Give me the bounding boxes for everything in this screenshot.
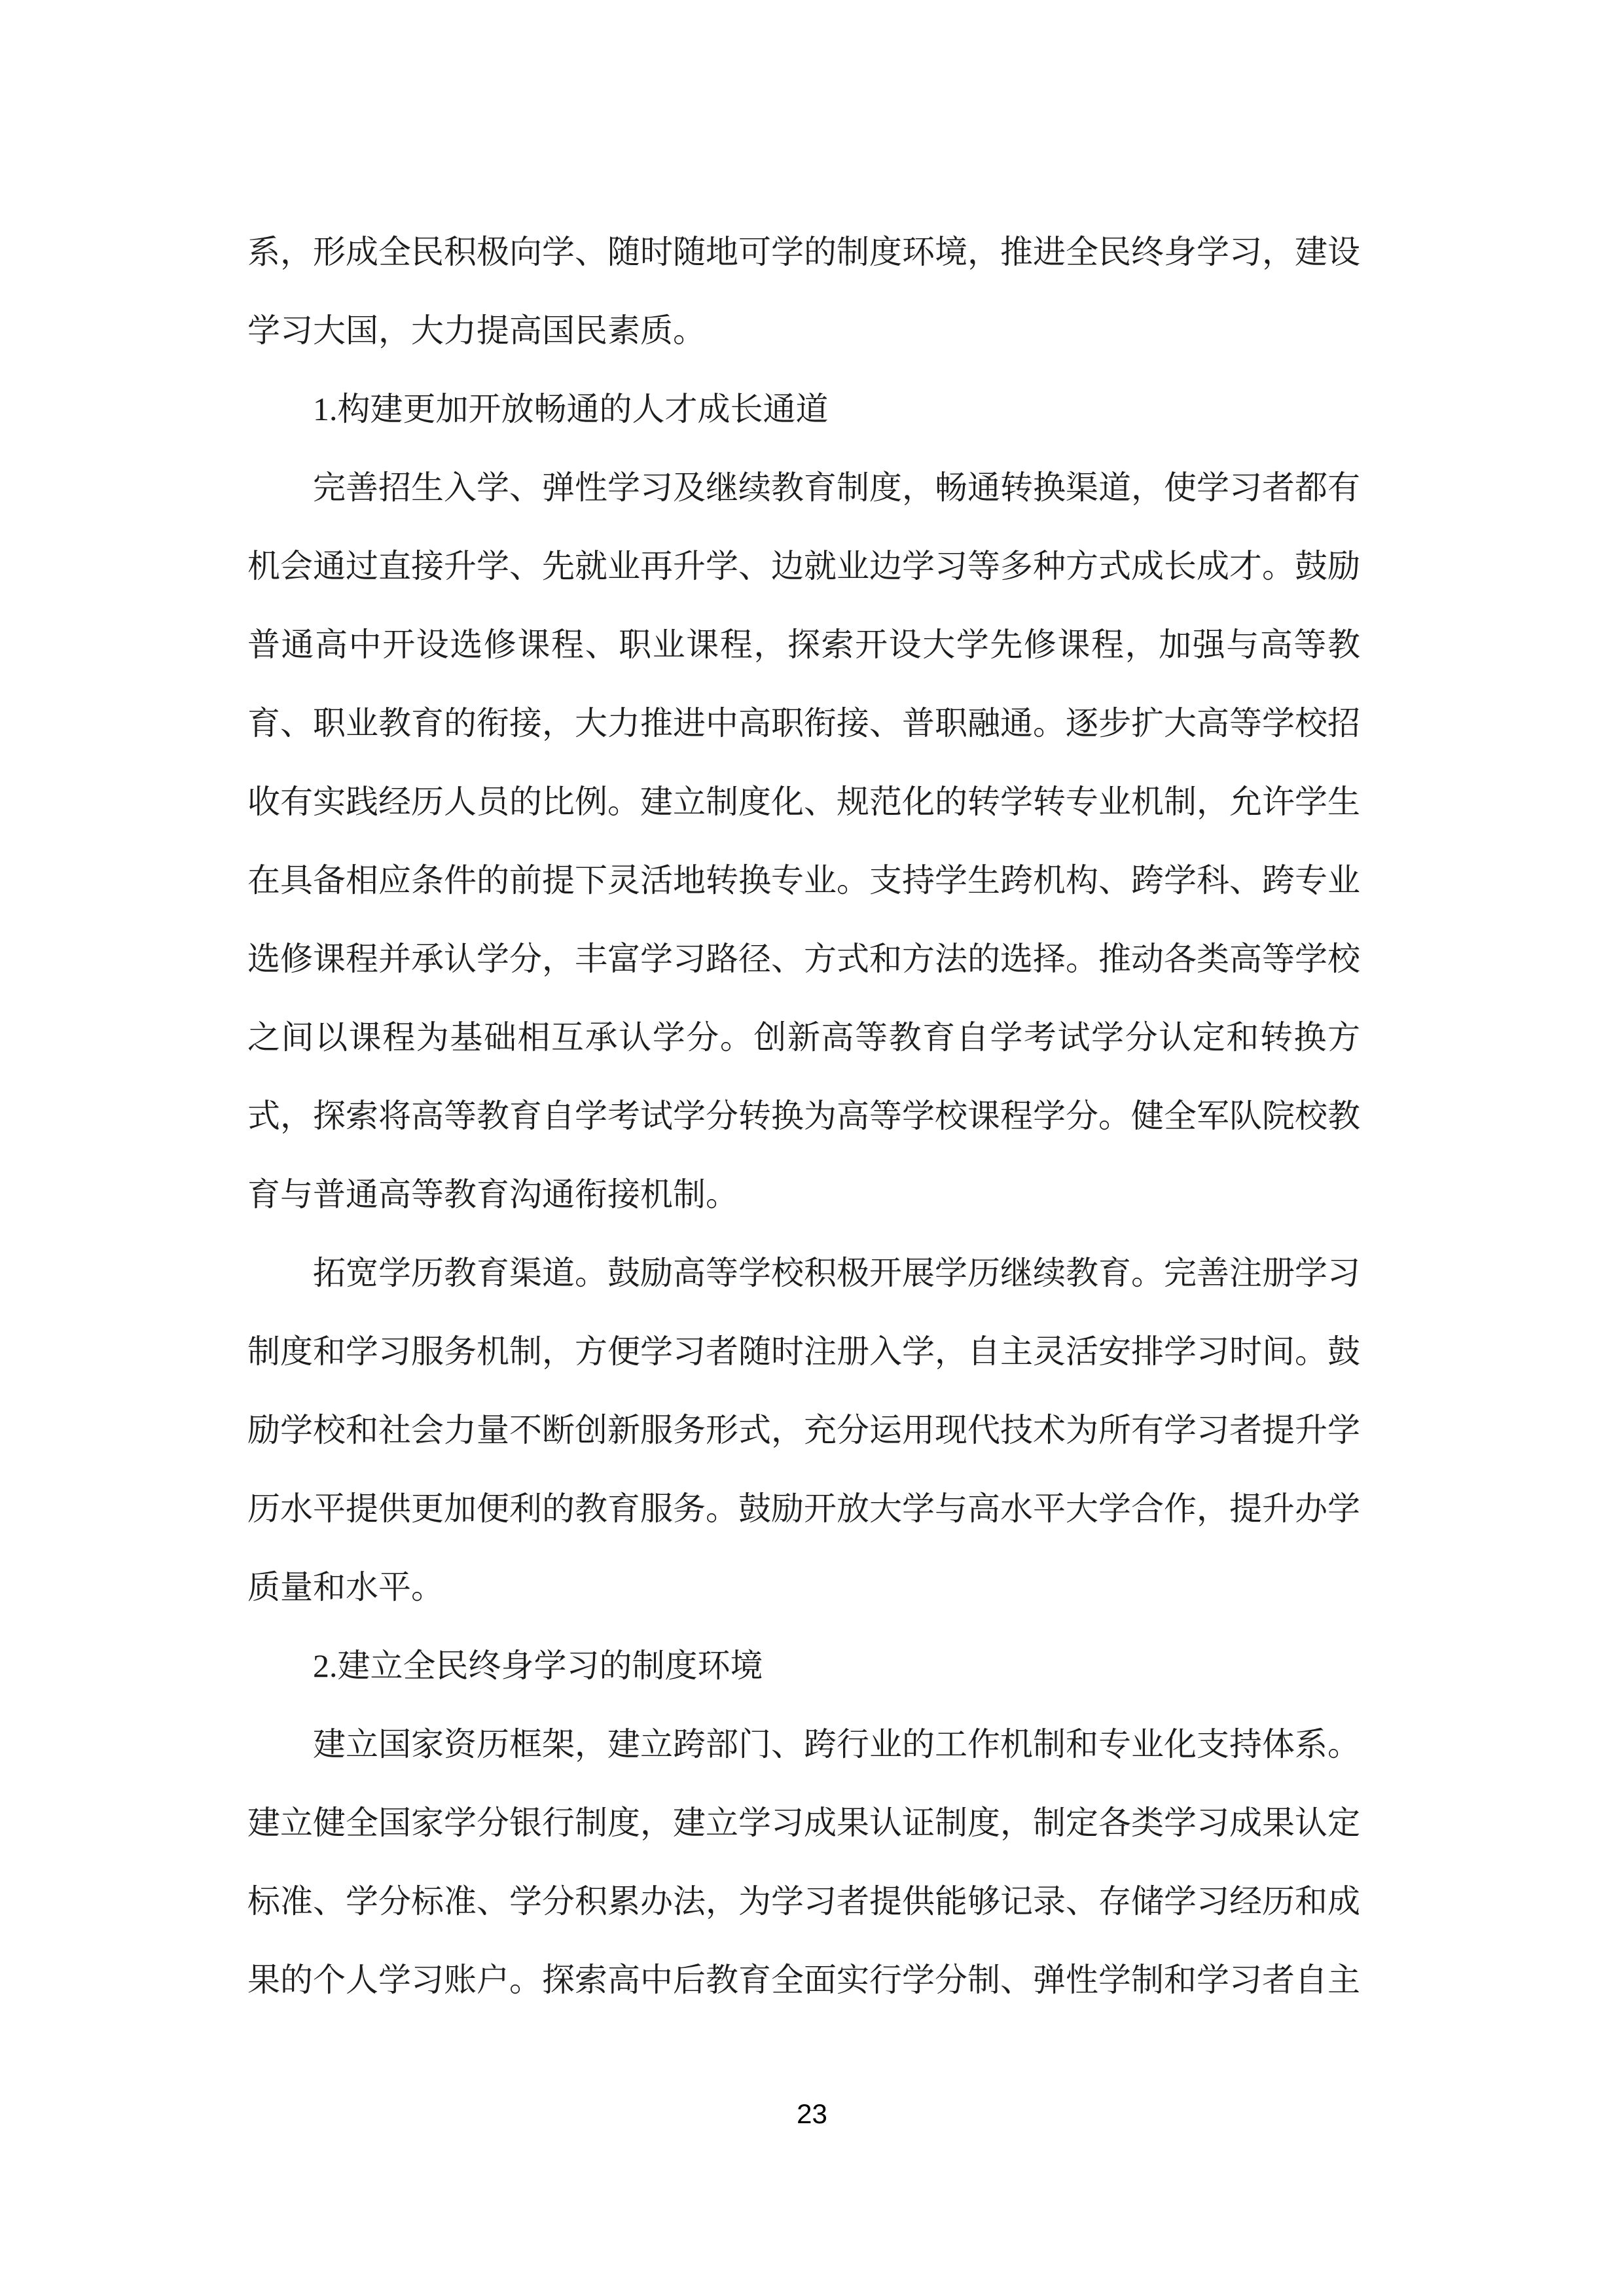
paragraph: 系，形成全民积极向学、随时随地可学的制度环境，推进全民终身学习，建设学习大国，大力提高国民素质。 <box>247 234 1360 349</box>
section-heading: 2.建立全民终身学习的制度环境 <box>313 1647 763 1684</box>
section-heading: 1.构建更加开放畅通的人才成长通道 <box>313 391 829 427</box>
paragraph: 拓宽学历教育渠道。鼓励高等学校积极开展学历继续教育。完善注册学习制度和学习服务机制，方便学习者随时注册入学，自主灵活安排学习时间。鼓励学校和社会力量不断创新服务形式，充分运用现代技术为所有学习者提升学历水平提供更加便利的教育服务。鼓励开放大学与高水平大学合作，提升办学质量和水平。 <box>247 1255 1360 1605</box>
document-body <box>247 213 1360 2019</box>
paragraph: 建立国家资历框架，建立跨部门、跨行业的工作机制和专业化支持体系。建立健全国家学分银行制度，建立学习成果认证制度，制定各类学习成果认定标准、学分标准、学分积累办法，为学习者提供能够记录、存储学习经历和成果的个人学习账户。探索高中后教育全面实行学分制、弹性学制和学习者自主 <box>247 1726 1360 1998</box>
paragraph: 完善招生入学、弹性学习及继续教育制度，畅通转换渠道，使学习者都有机会通过直接升学、先就业再升学、边就业边学习等多种方式成长成才。鼓励普通高中开设选修课程、职业课程，探索开设大学先修课程，加强与高等教育、职业教育的衔接，大力推进中高职衔接、普职融通。逐步扩大高等学校招收有实践经历人员的比例。建立制度化、规范化的转学转专业机制，允许学生在具备相应条件的前提下灵活地转换专业。支持学生跨机构、跨学科、跨专业选修课程并承认学分，丰富学习路径、方式和方法的选择。推动各类高等学校之间以课程为基础相互承认学分。创新高等教育自学考试学分认定和转换方式，探索将高等教育自学考试学分转换为高等学校课程学分。健全军队院校教育与普通高等教育沟通衔接机制。 <box>247 469 1360 1213</box>
page-number: 23 <box>797 2098 827 2129</box>
